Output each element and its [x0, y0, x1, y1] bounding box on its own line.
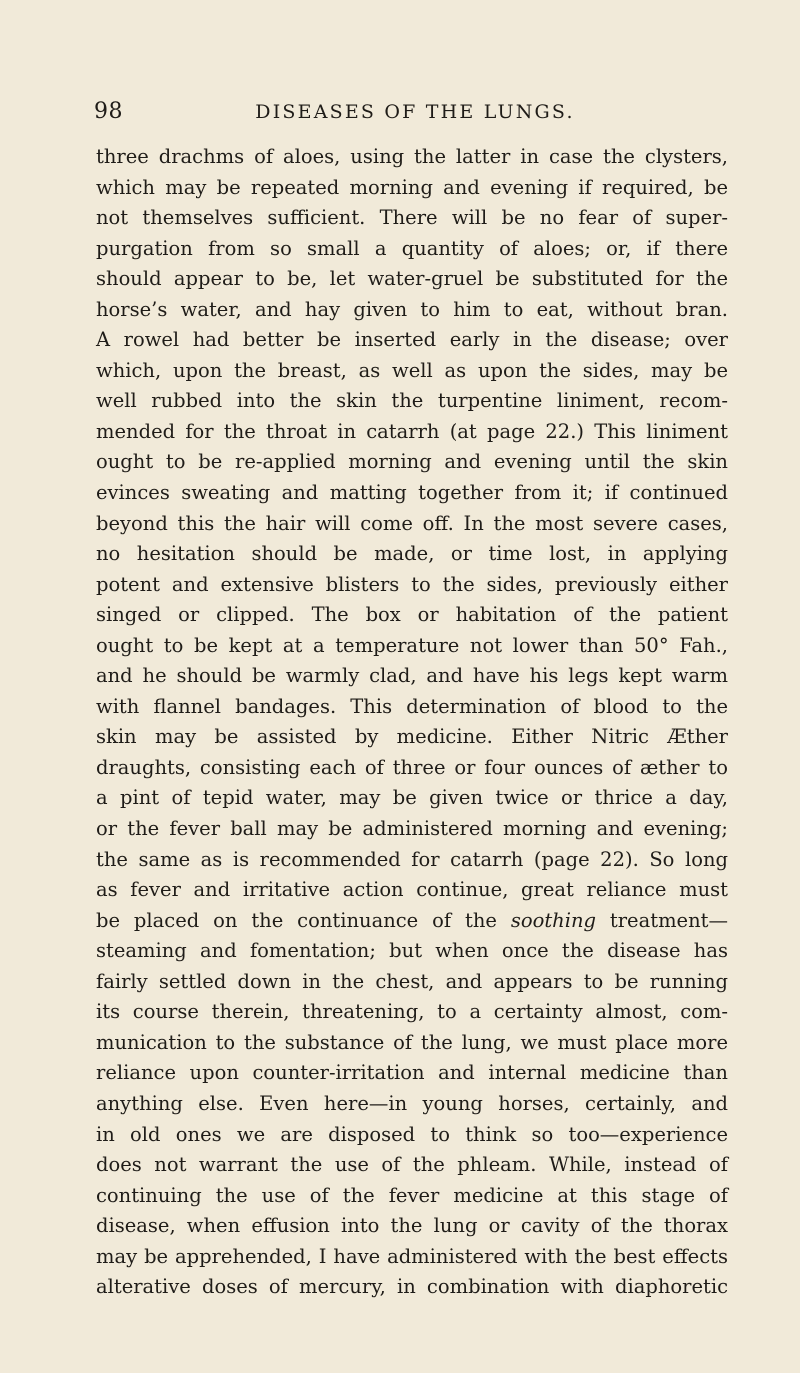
- text-line: with flannel bandages. This determination of blood to the: [96, 694, 728, 718]
- text-line: and he should be warmly clad, and have his legs kept warm: [96, 664, 728, 688]
- text-segment: be placed on the continuance of the: [96, 908, 511, 932]
- text-line: alterative doses of mercury, in combination with diaphoretic: [96, 1275, 728, 1299]
- text-line: or the fever ball may be administered morning and evening;: [96, 817, 728, 841]
- text-line: beyond this the hair will come off. In the most severe cases,: [96, 511, 728, 535]
- text-line: reliance upon counter-irritation and internal medicine than: [96, 1061, 728, 1085]
- text-line: mended for the throat in catarrh (at page 22.) This liniment: [96, 419, 728, 443]
- text-line: should appear to be, let water-gruel be substituted for the: [96, 267, 728, 291]
- text-line-with-italic: [96, 906, 728, 937]
- text-line: may be apprehended, I have administered with the best effects: [96, 1244, 728, 1268]
- text-line: A rowel had better be inserted early in the disease; over: [96, 328, 728, 352]
- text-line: purgation from so small a quantity of aloes; or, if there: [96, 236, 728, 260]
- text-line: ought to be re-applied morning and evening until the skin: [96, 450, 728, 474]
- italic-word: soothing: [510, 908, 596, 932]
- text-line: draughts, consisting each of three or four ounces of æther to: [96, 755, 728, 779]
- text-line: munication to the substance of the lung, we must place more: [96, 1030, 728, 1054]
- text-line: which, upon the breast, as well as upon the sides, may be: [96, 358, 728, 382]
- body-text: [96, 142, 728, 1303]
- text-line: a pint of tepid water, may be given twice or thrice a day,: [96, 786, 728, 810]
- text-line: horse’s water, and hay given to him to eat, without bran.: [96, 297, 728, 321]
- text-line: no hesitation should be made, or time lost, in applying: [96, 542, 728, 566]
- page-header: [0, 94, 800, 130]
- text-line: disease, when effusion into the lung or cavity of the thorax: [96, 1214, 728, 1238]
- text-line: its course therein, threatening, to a certainty almost, com-: [96, 1000, 728, 1024]
- text-line: skin may be assisted by medicine. Either Nitric Æther: [96, 725, 728, 749]
- text-line: well rubbed into the skin the turpentine liniment, recom-: [96, 389, 728, 413]
- text-line: fairly settled down in the chest, and appears to be running: [96, 969, 728, 993]
- running-head: DISEASES OF THE LUNGS.: [255, 101, 575, 123]
- text-line: continuing the use of the fever medicine at this stage of: [96, 1183, 728, 1207]
- text-line: as fever and irritative action continue, great reliance must: [96, 878, 728, 902]
- text-line: ought to be kept at a temperature not lower than 50° Fah.,: [96, 633, 728, 657]
- text-line: evinces sweating and matting together from it; if continued: [96, 481, 728, 505]
- text-line: potent and extensive blisters to the sides, previously either: [96, 572, 728, 596]
- text-line: in old ones we are disposed to think so too—experience: [96, 1122, 728, 1146]
- text-line: does not warrant the use of the phleam. While, instead of: [96, 1153, 728, 1177]
- text-segment: treatment—: [596, 908, 728, 932]
- text-line: the same as is recommended for catarrh (page 22). So long: [96, 847, 728, 871]
- page-number: 98: [94, 99, 123, 124]
- text-line: anything else. Even here—in young horses, certainly, and: [96, 1091, 728, 1115]
- text-line: steaming and fomentation; but when once the disease has: [96, 939, 728, 963]
- text-line: three drachms of aloes, using the latter in case the clysters,: [96, 145, 728, 168]
- text-line: not themselves sufficient. There will be no fear of super-: [96, 206, 728, 230]
- text-line: which may be repeated morning and evening if required, be: [96, 175, 728, 199]
- text-line: singed or clipped. The box or habitation of the patient: [96, 603, 728, 627]
